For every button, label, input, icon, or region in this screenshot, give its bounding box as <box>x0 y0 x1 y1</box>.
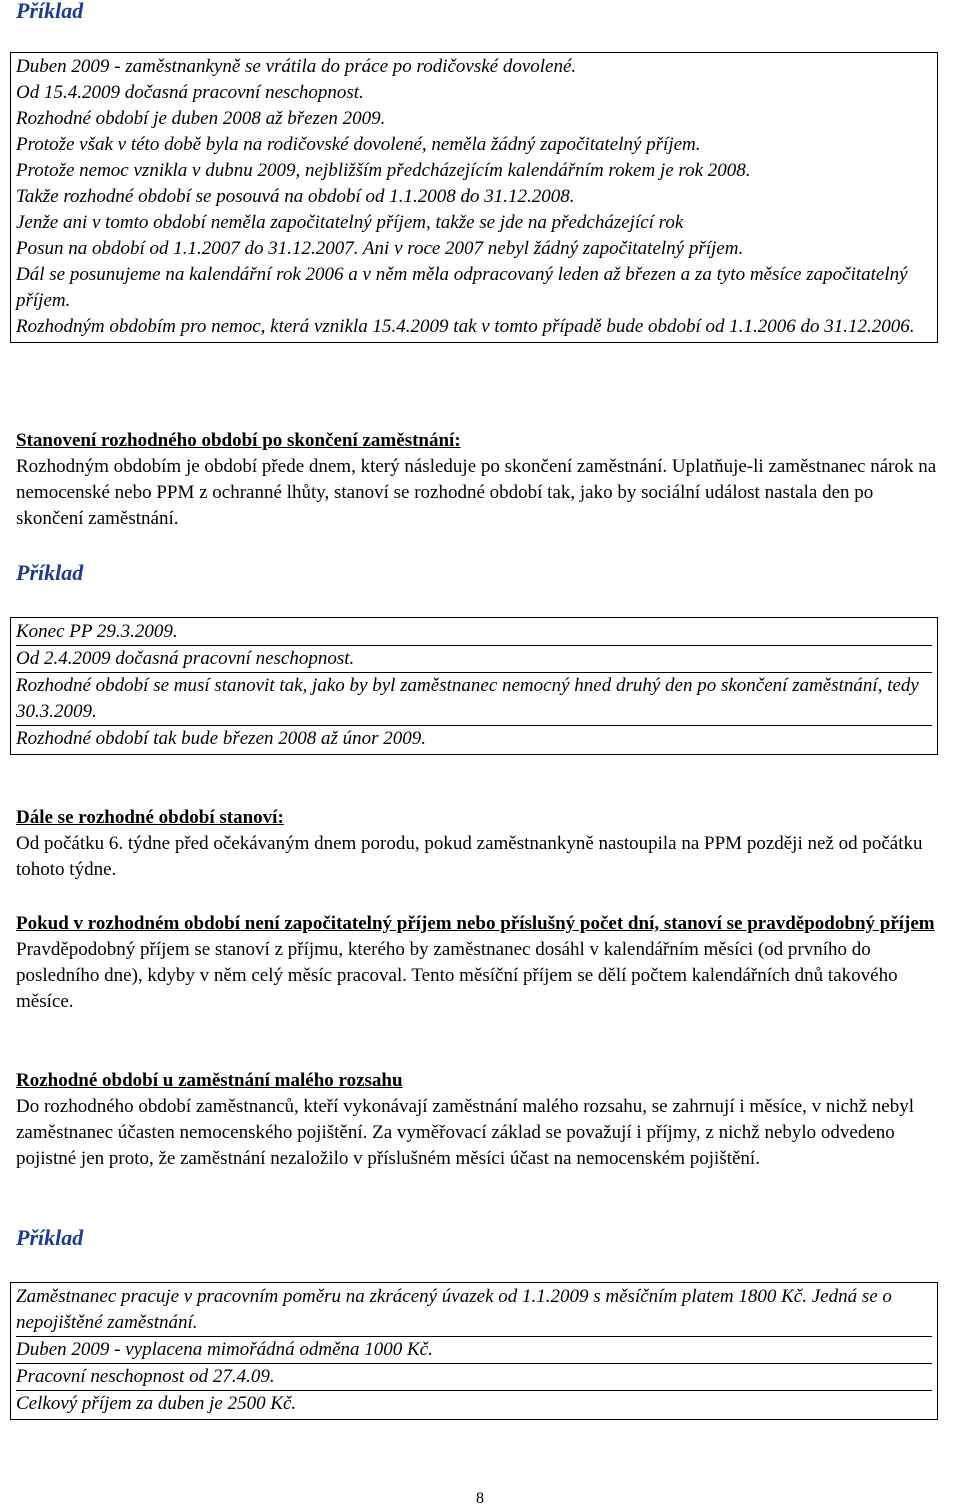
example-line: Rozhodné období je duben 2008 až březen 2009. <box>16 108 386 129</box>
example-line: Rozhodné období tak bude březen 2008 až únor 2009. <box>16 728 427 749</box>
example-line: Duben 2009 - zaměstnankyně se vrátila do práce po rodičovské dovolené. <box>16 56 577 77</box>
section-termination <box>16 428 944 532</box>
example-line: Rozhodným obdobím pro nemoc, která vznikla 15.4.2009 tak v tomto případě bude období od 1.1.2006 do 31.12.2006. <box>16 316 915 337</box>
example-line: Rozhodné období se musí stanovit tak, jako by byl zaměstnanec nemocný hned druhý den po skončení zaměstnání, tedy 30.3.2009. <box>16 673 932 726</box>
example-line: Protože však v této době byla na rodičovské dovolené, neměla žádný započitatelný příjem. <box>16 134 701 155</box>
example-box <box>10 1282 938 1420</box>
page-number: 8 <box>476 1490 484 1507</box>
example-line: Duben 2009 - vyplacena mimořádná odměna 1000 Kč. <box>16 1337 932 1364</box>
example-heading: Příklad <box>16 1225 84 1250</box>
example-box <box>10 52 938 343</box>
example-heading: Příklad <box>16 0 84 23</box>
section-text: Pravděpodobný příjem se stanoví z příjmu, kterého by zaměstnanec dosáhl v kalendářním měsíci (od prvního do posledního dne), kdyby v něm celý měsíc pracoval. Tento měsíční příjem se dělí počtem kalendářních dnů takového měsíce. <box>16 939 898 1012</box>
example-line: Protože nemoc vznikla v dubnu 2009, nejbližším předcházejícím kalendářním rokem je rok 2008. <box>16 160 751 181</box>
section-text: Rozhodným obdobím je období přede dnem, který následuje po skončení zaměstnání. Uplatňuje-li zaměstnanec nárok na nemocenské nebo PPM z ochranné lhůty, stanoví se rozhodné období tak, jako by sociální událost nastala den po skončení zaměstnání. <box>16 456 937 529</box>
section-further <box>16 805 944 883</box>
section-title: Stanovení rozhodného období po skončení zaměstnání: <box>16 430 461 451</box>
section-text: Do rozhodného období zaměstnanců, kteří vykonávají zaměstnání malého rozsahu, se zahrnují i měsíce, v nichž nebyl zaměstnanec účasten nemocenského pojištění. Za vyměřovací základ se považují i příjmy, z nichž nebylo odvedeno pojistné jen proto, že zaměstnání nezaložilo v příslušném měsíci účast na nemocenském pojištění. <box>16 1096 914 1169</box>
example-line: Celkový příjem za duben je 2500 Kč. <box>16 1393 297 1414</box>
section-probable-income <box>16 911 944 1015</box>
example-line: Konec PP 29.3.2009. <box>16 619 932 646</box>
section-title: Rozhodné období u zaměstnání malého rozsahu <box>16 1070 403 1091</box>
example-line: Posun na období od 1.1.2007 do 31.12.2007. Ani v roce 2007 nebyl žádný započitatelný příjem. <box>16 238 744 259</box>
example-line: Pracovní neschopnost od 27.4.09. <box>16 1364 932 1391</box>
example-line: Jenže ani v tomto období neměla započitatelný příjem, takže se jde na předcházející rok <box>16 212 684 233</box>
example-box <box>10 617 938 755</box>
section-text: Od počátku 6. týdne před očekávaným dnem porodu, pokud zaměstnankyně nastoupila na PPM později než od počátku tohoto týdne. <box>16 833 923 880</box>
section-title: Dále se rozhodné období stanoví: <box>16 807 284 828</box>
example-line: Dál se posunujeme na kalendářní rok 2006 a v něm měla odpracovaný leden až březen a za tyto měsíce započitatelný příjem. <box>16 264 908 311</box>
section-title: Pokud v rozhodném období není započitatelný příjem nebo příslušný počet dní, stanoví se pravděpodobný příjem <box>16 913 935 934</box>
example-line: Od 2.4.2009 dočasná pracovní neschopnost. <box>16 646 932 673</box>
example-line: Takže rozhodné období se posouvá na období od 1.1.2008 do 31.12.2008. <box>16 186 575 207</box>
example-heading: Příklad <box>16 560 84 585</box>
example-line: Od 15.4.2009 dočasná pracovní neschopnost. <box>16 82 364 103</box>
section-small-employment <box>16 1068 944 1172</box>
example-line: Zaměstnanec pracuje v pracovním poměru na zkrácený úvazek od 1.1.2009 s měsíčním platem 1800 Kč. Jedná se o nepojištěné zaměstnání. <box>16 1284 932 1337</box>
